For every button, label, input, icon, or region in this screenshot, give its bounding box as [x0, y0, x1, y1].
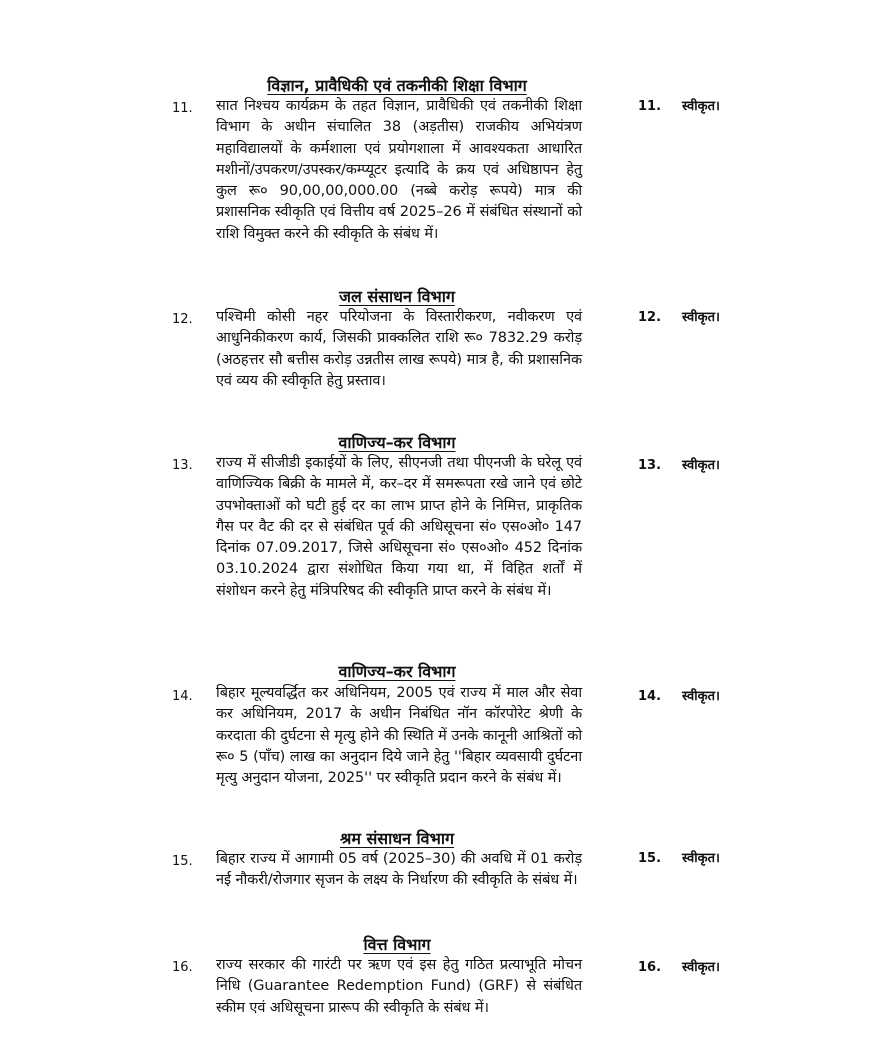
item-number: 11.	[172, 101, 193, 116]
decision	[638, 307, 720, 329]
department-heading: वाणिज्य–कर विभाग	[338, 662, 456, 681]
decision-status: स्वीकृत।	[682, 960, 720, 975]
item-number: 13.	[172, 458, 193, 473]
decision-status: स्वीकृत।	[682, 99, 720, 114]
decision	[638, 455, 720, 477]
decision-status: स्वीकृत।	[682, 851, 720, 866]
decision	[638, 957, 720, 979]
decision-number: 12.	[638, 310, 662, 325]
department-heading: वाणिज्य–कर विभाग	[338, 433, 456, 452]
decision-number: 16.	[638, 960, 662, 975]
department-heading: विज्ञान, प्रावैधिकी एवं तकनीकी शिक्षा विभाग	[267, 76, 527, 95]
decision-status: स्वीकृत।	[682, 689, 720, 704]
item-text: पश्चिमी कोसी नहर परियोजना के विस्तारीकरण, नवीकरण एवं आधुनिकीकरण कार्य, जिसकी प्राक्कलित राशि रू० 7832.29 करोड़ (अठहत्तर सौ बत्तीस करोड़ उन्नतीस लाख रूपये) मात्र है, की प्रशासनिक एवं व्यय की स्वीकृति हेतु प्रस्ताव।	[216, 309, 582, 389]
item-text: राज्य सरकार की गारंटी पर ऋण एवं इस हेतु गठित प्रत्याभूति मोचन निधि (Guarantee Redemption Fund) (GRF) से संबंधित स्कीम एवं अधिसूचना प्रारूप की स्वीकृति के संबंध में।	[216, 957, 582, 1016]
department-heading: जल संसाधन विभाग	[339, 287, 455, 306]
item-number: 16.	[172, 960, 193, 975]
item-number: 14.	[172, 689, 193, 704]
decision-number: 11.	[638, 99, 662, 114]
item-text: सात निश्चय कार्यक्रम के तहत विज्ञान, प्रावैधिकी एवं तकनीकी शिक्षा विभाग के अधीन संचालित 38 (अड़तीस) राजकीय अभियंत्रण महाविद्यालयों के कर्मशाला एवं प्रयोगशाला में आवश्यकता आधारित मशीनों/उपकरण/उपस्कर/कम्प्यूटर इत्यादि के क्रय एवं अधिष्ठापन हेतु कुल रू० 90,00,00,000.00 (नब्बे करोड़ रूपये) मात्र की प्रशासनिक स्वीकृति एवं वित्तीय वर्ष 2025–26 में संबंधित संस्थानों को राशि विमुक्त करने की स्वीकृति के संबंध में।	[216, 98, 582, 242]
item-number: 15.	[172, 854, 193, 869]
decision-status: स्वीकृत।	[682, 458, 720, 473]
decision-number: 14.	[638, 689, 662, 704]
department-heading: श्रम संसाधन विभाग	[340, 829, 454, 848]
decision	[638, 96, 720, 118]
decision	[638, 848, 720, 870]
item-number: 12.	[172, 312, 193, 327]
department-heading: वित्त विभाग	[363, 935, 431, 954]
item-text: बिहार राज्य में आगामी 05 वर्ष (2025–30) की अवधि में 01 करोड़ नई नौकरी/रोजगार सृजन के लक्ष्य के निर्धारण की स्वीकृति के संबंध में।	[216, 851, 582, 889]
decision-number: 13.	[638, 458, 662, 473]
decision-status: स्वीकृत।	[682, 310, 720, 325]
item-text: बिहार मूल्यवर्द्धित कर अधिनियम, 2005 एवं राज्य में माल और सेवा कर अधिनियम, 2017 के अधीन निबंधित नॉन कॉरपोरेट श्रेणी के करदाता की दुर्घटना से मृत्यु होने की स्थिति में उनके कानूनी आश्रितों को रू० 5 (पाँच) लाख का अनुदान दिये जाने हेतु ''बिहार व्यवसायी दुर्घटना मृत्यु अनुदान योजना, 2025'' पर स्वीकृति प्रदान करने के संबंध में।	[216, 685, 582, 787]
decision	[638, 686, 720, 708]
decision-number: 15.	[638, 851, 662, 866]
item-text: राज्य में सीजीडी इकाईयों के लिए, सीएनजी तथा पीएनजी के घरेलू एवं वाणिज्यिक बिक्री के मामले में, कर–दर में समरूपता रखे जाने एवं छोटे उपभोक्ताओं को घटी हुई दर का लाभ प्राप्त होने के निमित्त, प्राकृतिक गैस पर वैट की दर से संबंधित पूर्व की अधिसूचना सं० एस०ओ० 147 दिनांक 07.09.2017, जिसे अधिसूचना सं० एस०ओ० 452 दिनांक 03.10.2024 द्वारा संशोधित किया गया था, में विहित शर्तों में संशोधन करने हेतु मंत्रिपरिषद की स्वीकृति प्राप्त करने के संबंध में।	[216, 455, 582, 599]
